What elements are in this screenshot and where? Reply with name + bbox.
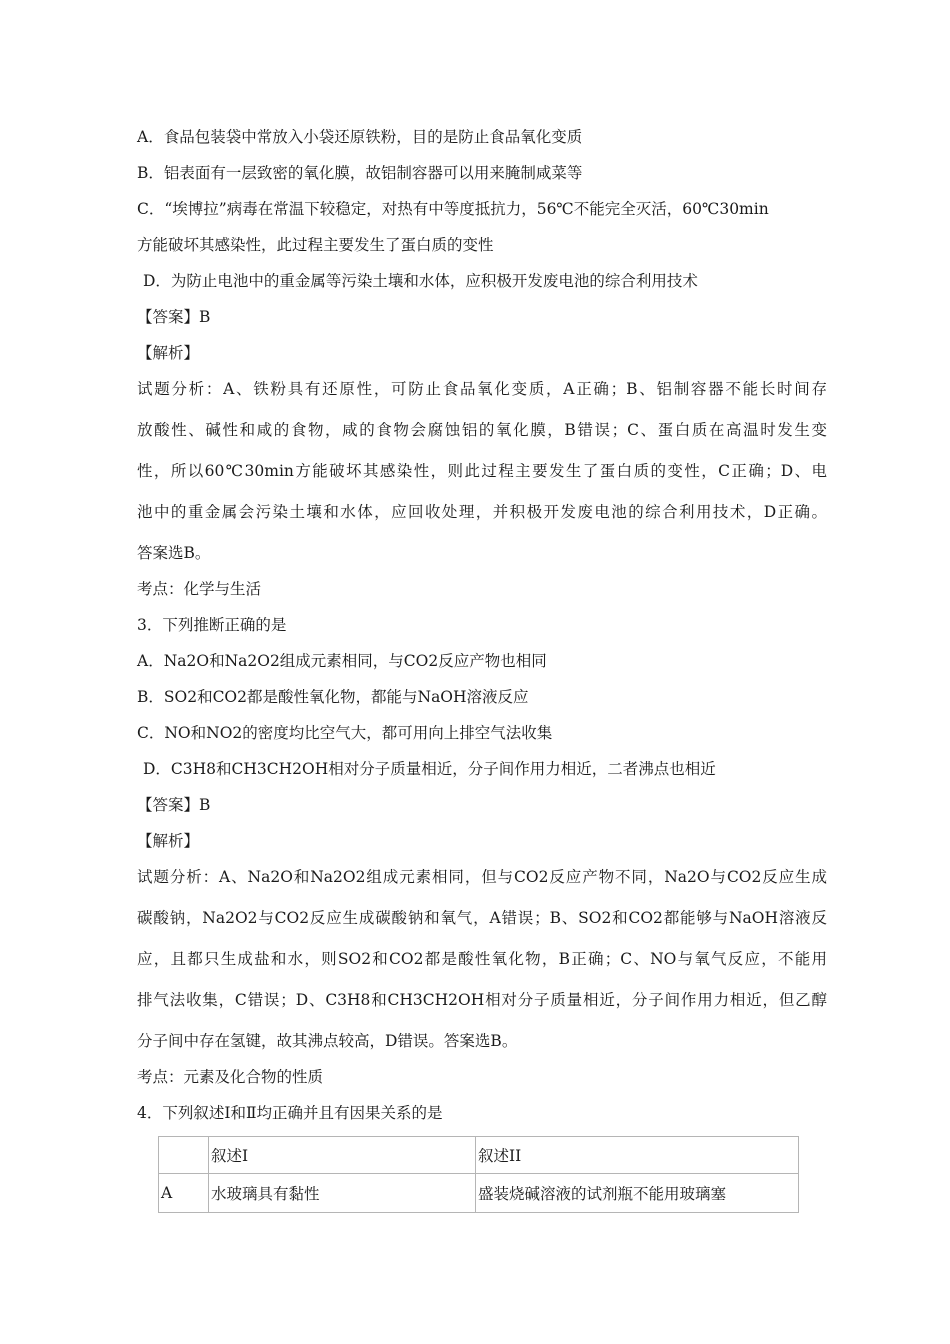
- q2-analysis-line: 试题分析：A、铁粉具有还原性，可防止食品氧化变质，A正确；B、铝制容器不能长时间存: [137, 380, 827, 398]
- q2-analysis-line: 池中的重金属会污染土壤和水体，应回收处理，并积极开发废电池的综合利用技术，D正确。: [137, 503, 827, 521]
- q3-analysis-title: 【解析】: [137, 832, 200, 850]
- q2-option-a: A．食品包装袋中常放入小袋还原铁粉，目的是防止食品氧化变质: [137, 128, 583, 146]
- q3-option-b: B．SO2和CO2都是酸性氧化物，都能与NaOH溶液反应: [137, 688, 529, 706]
- table-header-cell: 叙述I: [209, 1137, 476, 1174]
- q3-option-c: C．NO和NO2的密度均比空气大，都可用向上排空气法收集: [137, 724, 553, 742]
- q3-analysis-line: 碳酸钠，Na2O2与CO2反应生成碳酸钠和氧气，A错误；B、SO2和CO2都能够与NaOH溶液反: [137, 909, 827, 927]
- q4-stem: 4．下列叙述Ⅰ和Ⅱ均正确并且有因果关系的是: [137, 1104, 443, 1122]
- table-header-row: [159, 1137, 799, 1174]
- q3-analysis-line: 分子间中存在氢键，故其沸点较高，D错误。答案选B。: [137, 1032, 518, 1050]
- q4-table: [158, 1136, 799, 1213]
- q2-point: 考点：化学与生活: [137, 580, 262, 598]
- q3-answer: 【答案】B: [137, 796, 211, 814]
- table-cell: 盛装烧碱溶液的试剂瓶不能用玻璃塞: [476, 1174, 799, 1213]
- q2-option-d: D．为防止电池中的重金属等污染土壤和水体，应积极开发废电池的综合利用技术: [143, 272, 698, 290]
- q2-option-c-cont: 方能破坏其感染性，此过程主要发生了蛋白质的变性: [137, 236, 494, 254]
- q3-stem: 3．下列推断正确的是: [137, 616, 287, 634]
- q2-answer: 【答案】B: [137, 308, 211, 326]
- q3-analysis-line: 应，且都只生成盐和水，则SO2和CO2都是酸性氧化物，B正确；C、NO与氧气反应，不能用: [137, 950, 827, 968]
- q2-option-c: C．“埃博拉”病毒在常温下较稳定，对热有中等度抵抗力，56℃不能完全灭活，60℃30min: [137, 200, 769, 218]
- q2-analysis-line: 放酸性、碱性和咸的食物，咸的食物会腐蚀铝的氧化膜，B错误；C、蛋白质在高温时发生变: [137, 421, 827, 439]
- q2-analysis-line: 性，所以60℃30min方能破坏其感染性，则此过程主要发生了蛋白质的变性，C正确；D、电: [137, 462, 827, 480]
- table-header-cell: [159, 1137, 209, 1174]
- q3-option-d: D．C3H8和CH3CH2OH相对分子质量相近，分子间作用力相近，二者沸点也相近: [143, 760, 716, 778]
- q2-analysis-line: 答案选B。: [137, 544, 211, 562]
- table-row: [159, 1174, 799, 1213]
- table-cell: 水玻璃具有黏性: [209, 1174, 476, 1213]
- q3-analysis-line: 排气法收集，C错误；D、C3H8和CH3CH2OH相对分子质量相近，分子间作用力相近，但乙醇: [137, 991, 827, 1009]
- q2-analysis-title: 【解析】: [137, 344, 200, 362]
- q3-point: 考点：元素及化合物的性质: [137, 1068, 324, 1086]
- q3-option-a: A．Na2O和Na2O2组成元素相同，与CO2反应产物也相同: [137, 652, 547, 670]
- q2-option-b: B．铝表面有一层致密的氧化膜，故铝制容器可以用来腌制咸菜等: [137, 164, 583, 182]
- q3-analysis-line: 试题分析：A、Na2O和Na2O2组成元素相同，但与CO2反应产物不同，Na2O与CO2反应生成: [137, 868, 827, 886]
- table-cell: A: [159, 1174, 209, 1213]
- table-header-cell: 叙述II: [476, 1137, 799, 1174]
